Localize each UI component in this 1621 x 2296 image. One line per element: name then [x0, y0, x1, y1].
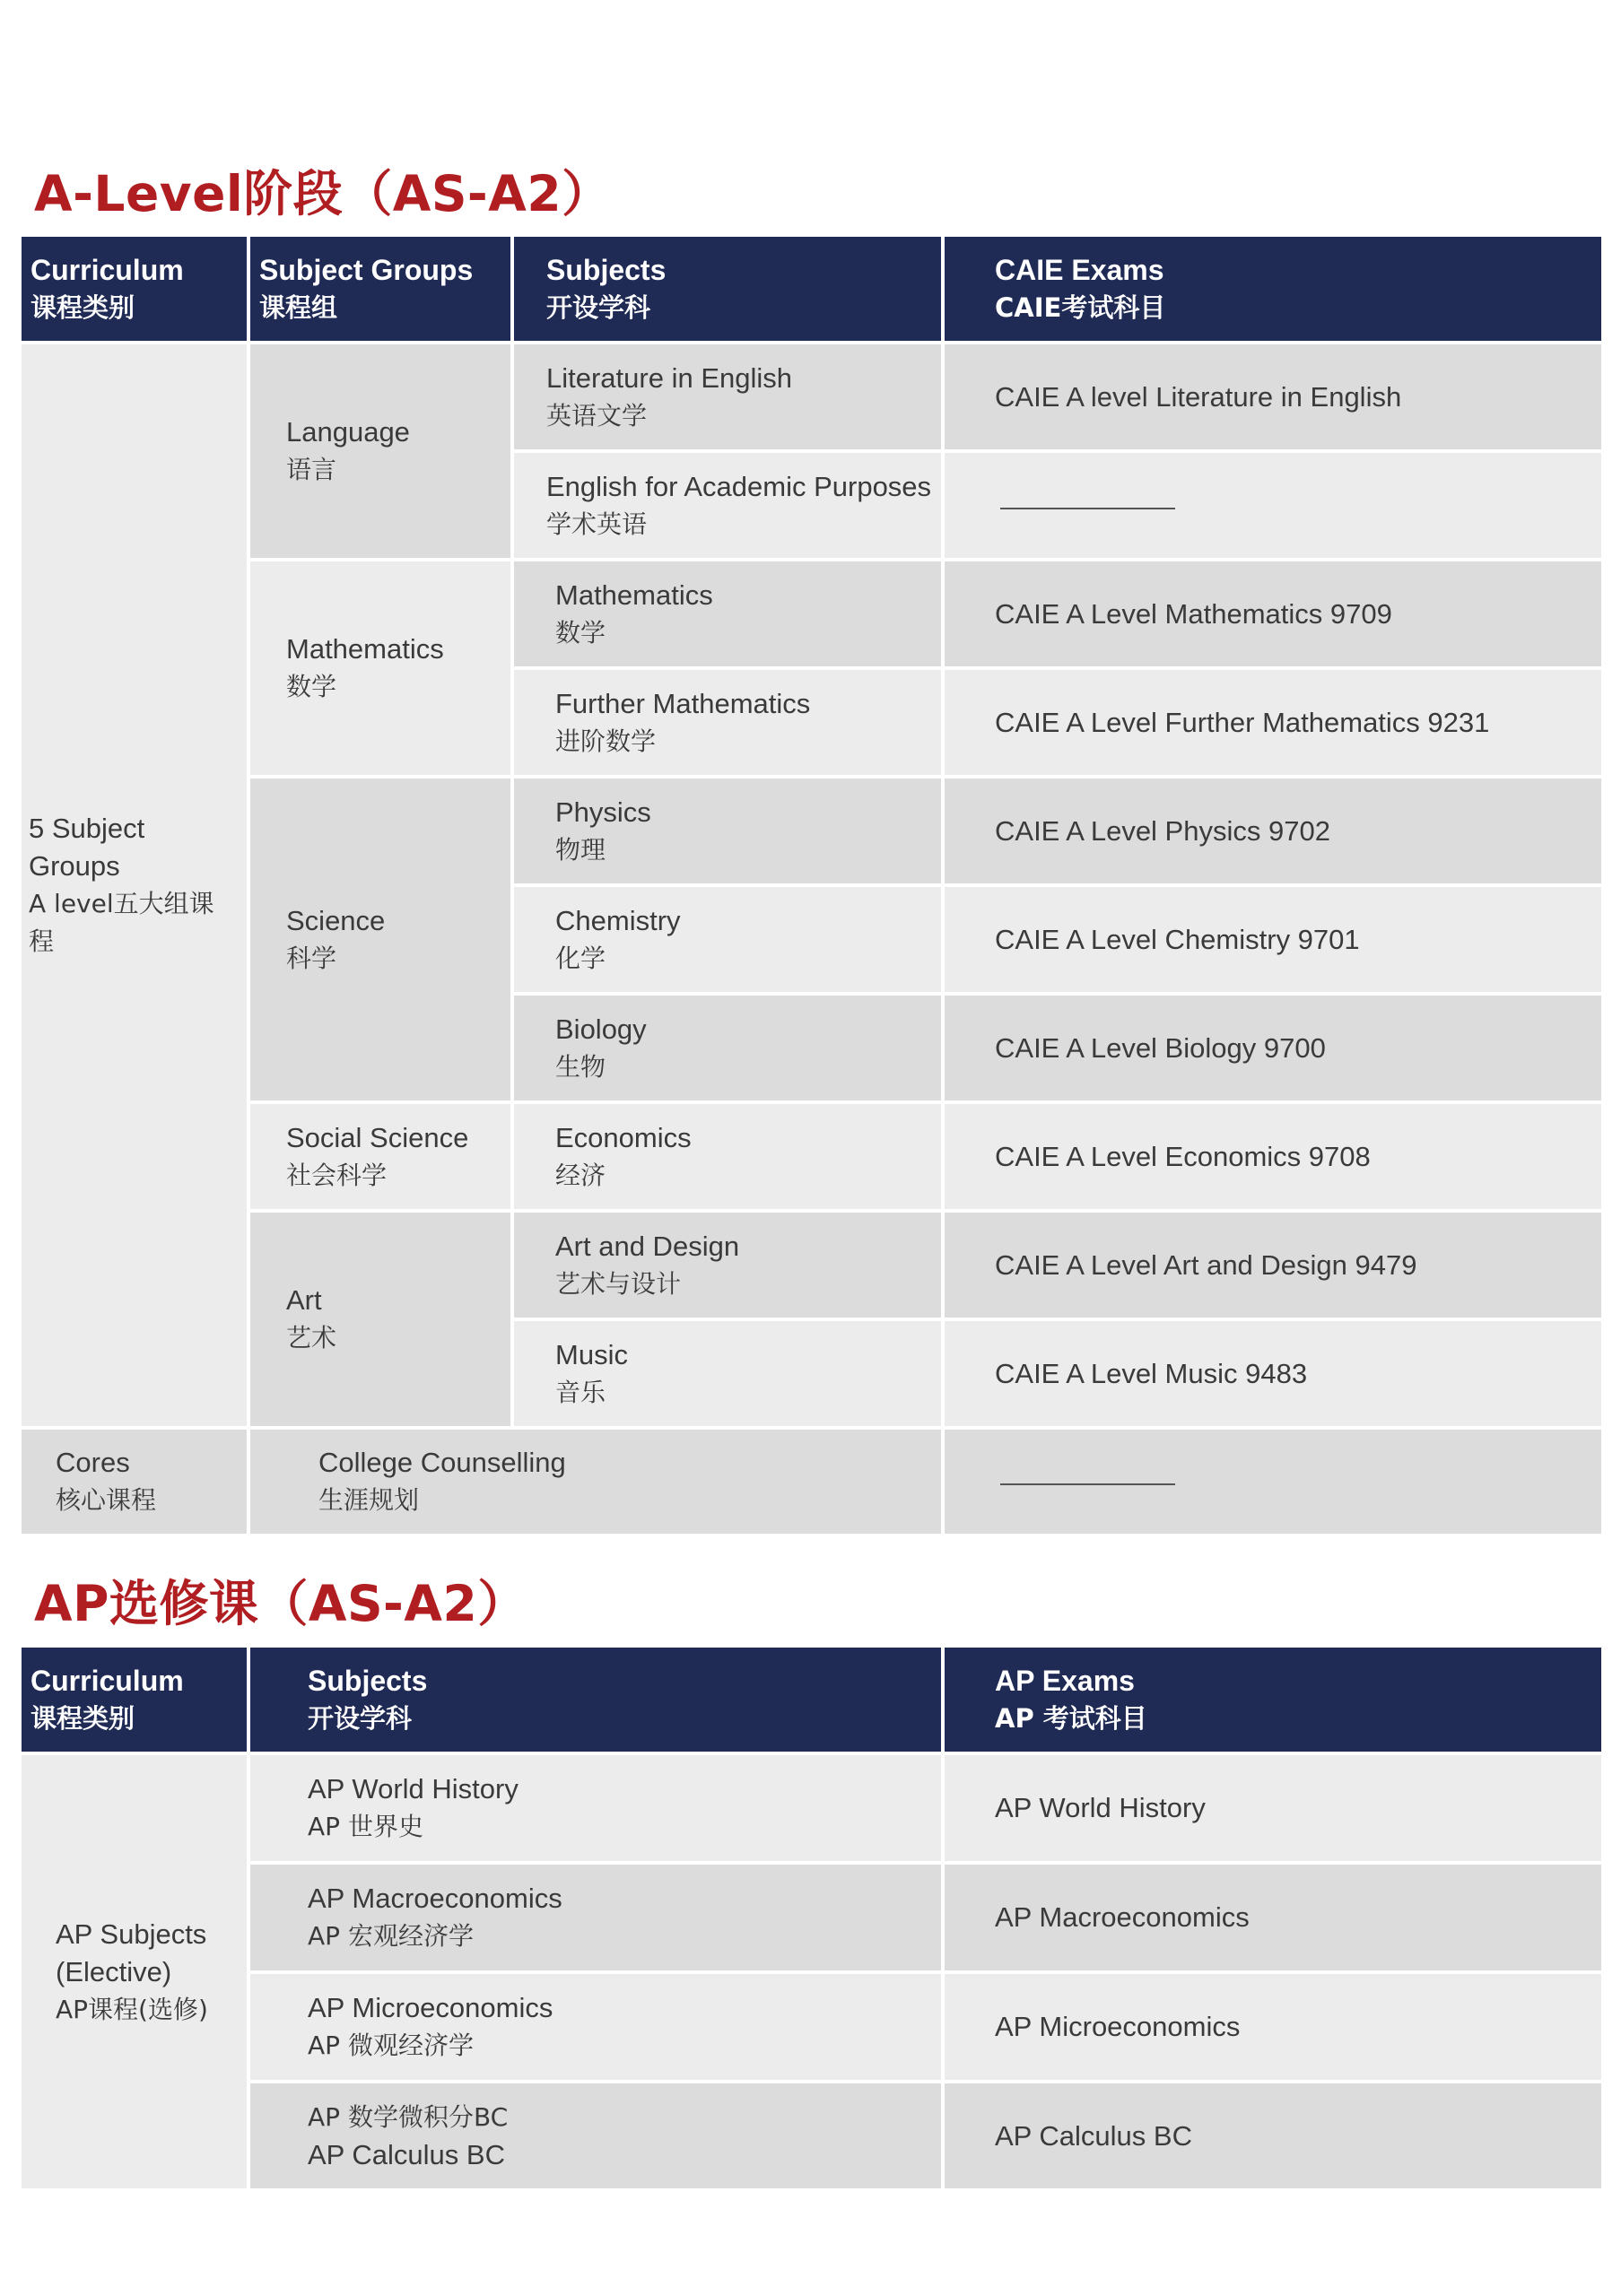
exam-english-academic-none: [945, 453, 1601, 558]
empty-dash: [1000, 1483, 1175, 1485]
subject-chemistry: Chemistry 化学: [514, 887, 941, 992]
exam-literature-in-english: CAIE A level Literature in English: [945, 344, 1601, 449]
cores-college-counselling: College Counselling 生涯规划: [250, 1430, 941, 1534]
subject-economics: Economics 经济: [514, 1104, 941, 1209]
alevel-header-subjects: Subjects 开设学科: [514, 237, 941, 341]
cores-exam-none: [945, 1430, 1601, 1534]
exam-chemistry: CAIE A Level Chemistry 9701: [945, 887, 1601, 992]
subject-art-and-design: Art and Design 艺术与设计: [514, 1213, 941, 1318]
subject-further-mathematics: Further Mathematics 进阶数学: [514, 670, 941, 775]
ap-header-subjects: Subjects 开设学科: [250, 1648, 941, 1752]
subject-music: Music 音乐: [514, 1321, 941, 1426]
subject-biology: Biology 生物: [514, 996, 941, 1100]
exam-physics: CAIE A Level Physics 9702: [945, 778, 1601, 883]
exam-biology: CAIE A Level Biology 9700: [945, 996, 1601, 1100]
group-social-science: Social Science 社会科学: [250, 1104, 510, 1209]
ap-header-curriculum: Curriculum 课程类别: [22, 1648, 247, 1752]
group-language: Language 语言: [250, 344, 510, 558]
empty-dash: [1000, 508, 1175, 509]
ap-exam-microeconomics: AP Microeconomics: [945, 1974, 1601, 2080]
ap-subject-world-history: AP World History AP 世界史: [250, 1755, 941, 1861]
subject-literature-in-english: Literature in English 英语文学: [514, 344, 941, 449]
alevel-table: [22, 237, 1601, 1534]
exam-economics: CAIE A Level Economics 9708: [945, 1104, 1601, 1209]
ap-subject-microeconomics: AP Microeconomics AP 微观经济学: [250, 1974, 941, 2080]
ap-title: AP选修课（AS-A2）: [34, 1575, 527, 1632]
ap-table: [22, 1648, 1601, 2188]
ap-subject-macroeconomics: AP Macroeconomics AP 宏观经济学: [250, 1865, 941, 1970]
group-science: Science 科学: [250, 778, 510, 1100]
ap-curriculum-cell: AP Subjects (Elective) AP课程(选修): [22, 1755, 247, 2188]
ap-exam-macroeconomics: AP Macroeconomics: [945, 1865, 1601, 1970]
ap-header-exams: AP Exams AP 考试科目: [945, 1648, 1601, 1752]
group-art: Art 艺术: [250, 1213, 510, 1426]
group-mathematics: Mathematics 数学: [250, 561, 510, 775]
exam-music: CAIE A Level Music 9483: [945, 1321, 1601, 1426]
alevel-title: A-Level阶段（AS-A2）: [34, 165, 612, 222]
alevel-header-subject-groups: Subject Groups 课程组: [250, 237, 510, 341]
exam-further-mathematics: CAIE A Level Further Mathematics 9231: [945, 670, 1601, 775]
alevel-header-curriculum: Curriculum 课程类别: [22, 237, 247, 341]
exam-art-and-design: CAIE A Level Art and Design 9479: [945, 1213, 1601, 1318]
ap-exam-calculus-bc: AP Calculus BC: [945, 2083, 1601, 2188]
alevel-curriculum-cell: 5 Subject Groups A level五大组课程: [22, 344, 247, 1426]
subject-mathematics: Mathematics 数学: [514, 561, 941, 666]
ap-exam-world-history: AP World History: [945, 1755, 1601, 1861]
subject-physics: Physics 物理: [514, 778, 941, 883]
subject-english-academic: English for Academic Purposes 学术英语: [514, 453, 941, 558]
cores-curriculum: Cores 核心课程: [22, 1430, 247, 1534]
ap-subject-calculus-bc: AP 数学微积分BC AP Calculus BC: [250, 2083, 941, 2188]
exam-mathematics: CAIE A Level Mathematics 9709: [945, 561, 1601, 666]
alevel-header-exams: CAIE Exams CAIE考试科目: [945, 237, 1601, 341]
